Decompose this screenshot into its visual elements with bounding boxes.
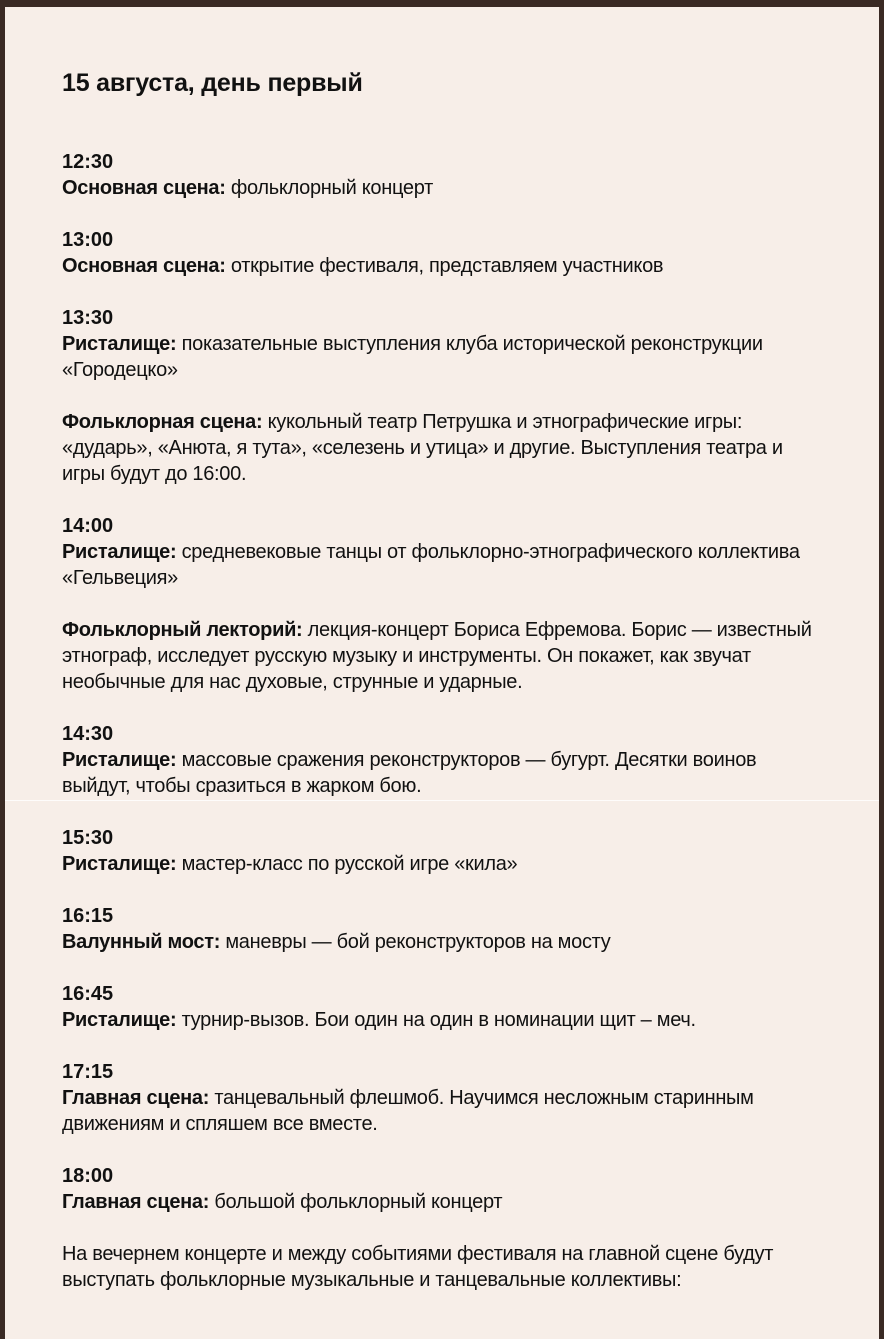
slot-time: 13:00 (62, 229, 114, 251)
time-slot-1615 (62, 903, 822, 955)
event-description: кукольный театр Петрушка и этнографические игры: «дударь», «Анюта, я тута», «селезень и утица» и другие. Выступления театра и игры будут до 16:00. (62, 411, 783, 485)
event-venue: Ристалище: (62, 333, 177, 355)
time-slot-1300 (62, 227, 822, 279)
event-item (62, 253, 822, 279)
schedule-content (62, 67, 822, 1293)
event-venue: Основная сцена: (62, 177, 226, 199)
evening-note: На вечернем концерте и между событиями фестиваля на главной сцене будут выступать фольклорные музыкальные и танцевальные коллективы: (62, 1243, 774, 1291)
event-description: лекция-концерт Бориса Ефремова. Борис — известный этнограф, исследует русскую музыку и инструменты. Он покажет, как звучат необычные для нас духовые, струнные и ударные. (62, 619, 812, 693)
time-slot-1400 (62, 513, 822, 695)
event-item (62, 175, 822, 201)
event-venue: Главная сцена: (62, 1087, 210, 1109)
event-venue: Ристалище: (62, 1009, 177, 1031)
slot-time: 17:15 (62, 1061, 114, 1083)
slot-time: 14:30 (62, 723, 114, 745)
slot-time: 16:45 (62, 983, 114, 1005)
event-description: танцевальный флешмоб. Научимся несложным старинным движениям и спляшем все вместе. (62, 1087, 754, 1135)
slot-time: 15:30 (62, 827, 114, 849)
time-slot-1330 (62, 305, 822, 487)
event-description: средневековые танцы от фольклорно-этнографического коллектива «Гельвеция» (62, 541, 800, 589)
time-slot-1430 (62, 721, 822, 799)
event-venue: Главная сцена: (62, 1191, 210, 1213)
time-slot-1645 (62, 981, 822, 1033)
event-item (62, 929, 822, 955)
slot-time: 13:30 (62, 307, 114, 329)
event-item (62, 617, 822, 695)
event-item (62, 851, 822, 877)
event-venue: Валунный мост: (62, 931, 221, 953)
slot-time: 16:15 (62, 905, 114, 927)
event-item (62, 539, 822, 591)
event-description: показательные выступления клуба исторической реконструкции «Городецко» (62, 333, 763, 381)
event-description: массовые сражения реконструкторов — бугурт. Десятки воинов выйдут, чтобы сразиться в жарком бою. (62, 749, 757, 797)
event-venue: Фольклорный лекторий: (62, 619, 303, 641)
time-slot-1800 (62, 1163, 822, 1215)
event-item (62, 409, 822, 487)
event-item (62, 747, 822, 799)
event-description: большой фольклорный концерт (209, 1191, 503, 1213)
event-venue: Основная сцена: (62, 255, 226, 277)
event-description: турнир-вызов. Бои один на один в номинации щит – меч. (176, 1009, 696, 1031)
event-item (62, 331, 822, 383)
event-venue: Ристалище: (62, 749, 177, 771)
event-description: фольклорный концерт (225, 177, 433, 199)
time-slot-1230 (62, 149, 822, 201)
time-slot-1530 (62, 825, 822, 877)
event-item (62, 1085, 822, 1137)
slot-time: 12:30 (62, 151, 114, 173)
event-description: мастер-класс по русской игре «кила» (176, 853, 518, 875)
event-venue: Фольклорная сцена: (62, 411, 263, 433)
page-title: 15 августа, день первый (62, 69, 363, 97)
slot-time: 18:00 (62, 1165, 114, 1187)
event-description: открытие фестиваля, представляем участников (225, 255, 664, 277)
event-description: маневры — бой реконструкторов на мосту (220, 931, 611, 953)
slot-time: 14:00 (62, 515, 114, 537)
event-item (62, 1189, 822, 1215)
event-venue: Ристалище: (62, 541, 177, 563)
event-item (62, 1007, 822, 1033)
time-slot-1715 (62, 1059, 822, 1137)
event-venue: Ристалище: (62, 853, 177, 875)
